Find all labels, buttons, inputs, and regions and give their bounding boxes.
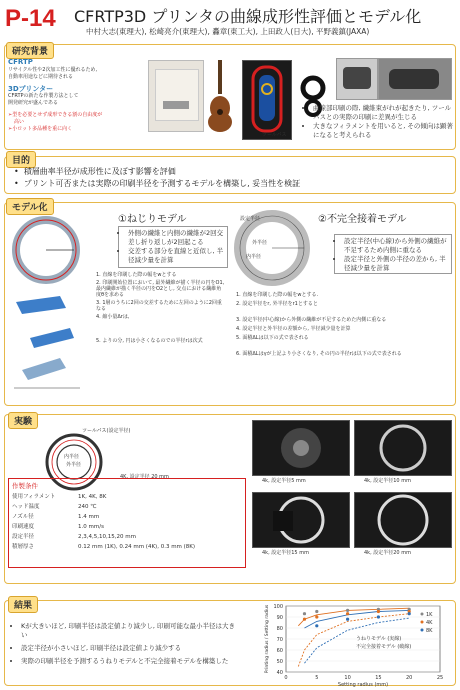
x-axis-label: Setting radius (mm) bbox=[337, 682, 389, 688]
note-3: ➢小ロット多品種を重に向く bbox=[8, 126, 73, 132]
twist-ring-diagram bbox=[10, 214, 82, 286]
condition-row bbox=[12, 542, 195, 550]
condition-key: 印刷速度 bbox=[12, 524, 35, 530]
guitar-photo bbox=[206, 58, 234, 134]
data-point bbox=[315, 624, 318, 627]
twist-bullet-1: • 外側の繊維と内側の繊維が2回交差し折り返しが2回起こる bbox=[128, 229, 227, 247]
data-point bbox=[346, 612, 349, 615]
note-1: ➢型を必要とせず成形できる割の自由度が bbox=[8, 112, 103, 118]
inner-radius-label: 内半径 bbox=[246, 254, 262, 260]
condition-value: 1.4 mm bbox=[78, 514, 100, 520]
part-photo bbox=[336, 58, 378, 100]
twist-step-1: 1. 直線を印刷した際の幅をwとする bbox=[96, 272, 177, 278]
data-point bbox=[303, 618, 306, 621]
set-radius-label: 設定半径 bbox=[240, 216, 261, 222]
legend-marker bbox=[421, 613, 424, 616]
incomplete-bullet-1: • 設定半径(中心線)から外側の繊維が不足するため内側に重なる bbox=[344, 237, 451, 255]
condition-row bbox=[12, 522, 104, 530]
incomplete-bullet-box bbox=[334, 234, 452, 274]
bg-bullet-1: • 曲線部印刷の際, 繊維束がれが起きたり, ツールパスとの実際の印刷に差異が生じる bbox=[313, 104, 454, 122]
y-tick-label: 50 bbox=[276, 659, 283, 665]
purpose-item-1: • 積層曲率半径が成形性に及ぼす影響を評価 bbox=[14, 167, 176, 176]
x-tick-label: 10 bbox=[344, 675, 351, 681]
ct-photo-5mm bbox=[252, 420, 350, 476]
ct-photo-20mm bbox=[354, 492, 452, 548]
purpose-item-1-text: 積層曲率半径が成形性に及ぼす影響を評価 bbox=[23, 167, 176, 176]
condition-value: 1K, 4K, 8K bbox=[78, 494, 107, 500]
condition-key: ノズル径 bbox=[12, 514, 34, 520]
y-tick-label: 40 bbox=[276, 670, 283, 676]
poster-authors: 中村大志(東理大), 松崎亮介(東理大), 轟章(東工大), 上田政人(日大), 平野義鎮(JAXA) bbox=[86, 27, 370, 36]
exp-outer-label: 外半径 bbox=[66, 462, 82, 468]
data-point bbox=[315, 615, 318, 618]
twist-fiber-diagram bbox=[10, 292, 90, 392]
legend-incomplete: 不完全接着モデル (破線) bbox=[356, 644, 412, 650]
toolpath-label: ツールパス bbox=[262, 132, 287, 138]
toolpath-photo bbox=[242, 60, 292, 140]
printer-text-1: CFRTPの新たな作製方法として bbox=[8, 93, 79, 99]
data-point bbox=[315, 610, 318, 613]
condition-value: 0.12 mm (1K), 0.24 mm (4K), 0.3 mm (8K) bbox=[78, 544, 196, 550]
incomplete-bullet-2: • 設定半径と外側の半径の差から, 半径減少量を計算 bbox=[344, 255, 451, 273]
ct-caption-10: 4k, 設定半径10 mm bbox=[364, 478, 411, 484]
results-bullets bbox=[12, 622, 238, 666]
twist-step-5: 5. よりの分, 円は小さくなるのでの半径rは次式 bbox=[96, 338, 203, 344]
condition-row bbox=[12, 492, 106, 500]
twist-model-title: ①ねじりモデル bbox=[118, 214, 187, 225]
note-2: 高い bbox=[14, 119, 25, 125]
incomplete-steps bbox=[236, 292, 450, 357]
poster-id: P-14 bbox=[5, 5, 56, 32]
y-tick-label: 60 bbox=[276, 648, 283, 654]
condition-key: ヘッド温度 bbox=[12, 504, 40, 510]
data-point bbox=[346, 609, 349, 612]
main-caption: 4K, 設定半径 20 mm bbox=[120, 474, 169, 480]
part-photo-2 bbox=[378, 58, 452, 100]
inc-step-1: 1. 直線を印刷した際の幅をwとする. bbox=[236, 292, 319, 298]
data-point bbox=[377, 610, 380, 613]
bg-bullet-2: • 大きなフィラメントを用いると, その傾向は顕著になると考えられる bbox=[313, 122, 454, 140]
condition-value: 240 ℃ bbox=[78, 504, 97, 510]
outer-radius-label: 外半径 bbox=[252, 240, 268, 246]
exp-inner-label: 内半径 bbox=[64, 454, 80, 460]
condition-row bbox=[12, 502, 96, 510]
data-point bbox=[346, 618, 349, 621]
purpose-item-2: • プリント可否または実際の印刷半径を予測するモデルを構築し, 妥当性を検証 bbox=[14, 179, 301, 188]
x-tick-label: 15 bbox=[375, 675, 382, 681]
conditions-title: 作製条件 bbox=[12, 482, 38, 490]
twist-steps bbox=[96, 272, 226, 344]
inc-step-4: 4. 設定半径と外半径の差額から, 半径減少量を計算 bbox=[236, 326, 351, 332]
ct-photo-10mm bbox=[354, 420, 452, 476]
condition-row bbox=[12, 532, 136, 540]
legend-twist: うねりモデル (実線) bbox=[356, 636, 402, 642]
inc-step-2: 2. 設定半径をr, 外半径をr1とすると bbox=[236, 301, 318, 307]
printer-photo bbox=[148, 60, 204, 132]
x-tick-label: 20 bbox=[406, 675, 413, 681]
poster-title: CFRTP3D プリンタの曲線成形性評価とモデル化 bbox=[74, 7, 422, 26]
experiment-title: 実験 bbox=[8, 412, 38, 429]
results-title: 結果 bbox=[8, 596, 38, 613]
data-point bbox=[303, 612, 306, 615]
y-tick-label: 80 bbox=[276, 626, 283, 632]
condition-key: 積層厚さ bbox=[12, 544, 35, 550]
cfrtp-text-1: リサイクル性や2次加工性に優れるため, bbox=[8, 67, 98, 73]
purpose-title: 目的 bbox=[6, 151, 36, 168]
incomplete-model-title: ②不完全接着モデル bbox=[318, 214, 407, 225]
ct-photo-15mm bbox=[252, 492, 350, 548]
background-title: 研究背景 bbox=[6, 42, 54, 59]
y-tick-label: 90 bbox=[276, 615, 283, 621]
inc-step-5: 5. 面積ΔLは以下の式で表される bbox=[236, 335, 309, 341]
toolpath-note: ツールパス(設定半径) bbox=[82, 428, 131, 434]
x-tick-label: 0 bbox=[284, 675, 288, 681]
legend-marker bbox=[421, 629, 424, 632]
ct-caption-5: 4k, 設定半径5 mm bbox=[262, 478, 306, 484]
twist-step-4: 4. 縮小量Δrは, bbox=[96, 314, 130, 320]
ct-caption-20: 4k, 設定半径20 mm bbox=[364, 550, 411, 556]
inc-step-3: 3. 設定半径(中心線)から外側の繊維が不足するためた内側に重なる bbox=[236, 317, 387, 323]
model-curve bbox=[304, 610, 409, 628]
legend-label: 4K bbox=[426, 620, 433, 626]
inc-step-6: 6. 面積ΔLはγが上記より小さくなり, その円の半径rは以下の式で表される bbox=[236, 351, 402, 357]
twist-bullet-box bbox=[118, 226, 228, 268]
condition-value: 2,3,4,5,10,15,20 mm bbox=[78, 534, 136, 540]
twist-step-2: 2. 印刷開始位置において, 最外繊維が描く半径の円をO1, 最内繊維が描く半径の円をO2とし, 交点における繊維角度θを求める bbox=[96, 280, 225, 298]
legend-label: 8K bbox=[426, 628, 433, 634]
printer-heading: 3Dプリンター bbox=[8, 85, 54, 93]
results-chart bbox=[240, 602, 454, 688]
background-right-bullets bbox=[304, 104, 454, 140]
condition-row bbox=[12, 512, 99, 520]
cfrtp-heading: CFRTP bbox=[8, 58, 33, 66]
condition-value: 1.0 mm/s bbox=[78, 524, 104, 530]
purpose-item-2-text: プリント可否または実際の印刷半径を予測するモデルを構築し, 妥当性を検証 bbox=[23, 179, 301, 188]
twist-bullet-2: • 交差する部分を直線と近似し, 半径減少量を計算 bbox=[128, 247, 227, 265]
data-point bbox=[408, 612, 411, 615]
y-tick-label: 100 bbox=[273, 604, 283, 610]
y-tick-label: 70 bbox=[276, 637, 283, 643]
condition-key: 使用フィラメント bbox=[12, 494, 56, 500]
result-bullet-3: • 実際の印刷半径を予測するうねりモデルと不完全接着モデルを構築した bbox=[21, 657, 238, 666]
condition-key: 設定半径 bbox=[12, 534, 35, 540]
data-point bbox=[377, 615, 380, 618]
legend-marker bbox=[421, 621, 424, 624]
x-tick-label: 25 bbox=[436, 675, 444, 681]
twist-step-3: 3. 1層のうちに2回の交差するために左回のように2回重なる bbox=[96, 300, 222, 312]
model-title: モデル化 bbox=[6, 198, 54, 215]
result-bullet-2: • 設定半径が小さいほど, 印刷半径は設定値より減少する bbox=[21, 644, 238, 653]
cfrtp-text-2: 自動車用途などに期待される bbox=[8, 74, 74, 80]
result-bullet-1: • Kが大きいほど, 印刷半径は設定値より減少し, 印刷可能な最小半径は大きい bbox=[21, 622, 238, 640]
x-tick-label: 5 bbox=[315, 675, 319, 681]
y-axis-label: Printing radius / Setting radius bbox=[265, 604, 270, 674]
legend-label: 1K bbox=[426, 612, 433, 618]
printer-text-2: 開発研究が盛んである bbox=[8, 100, 59, 106]
ct-caption-15: 4k, 設定半径15 mm bbox=[262, 550, 309, 556]
